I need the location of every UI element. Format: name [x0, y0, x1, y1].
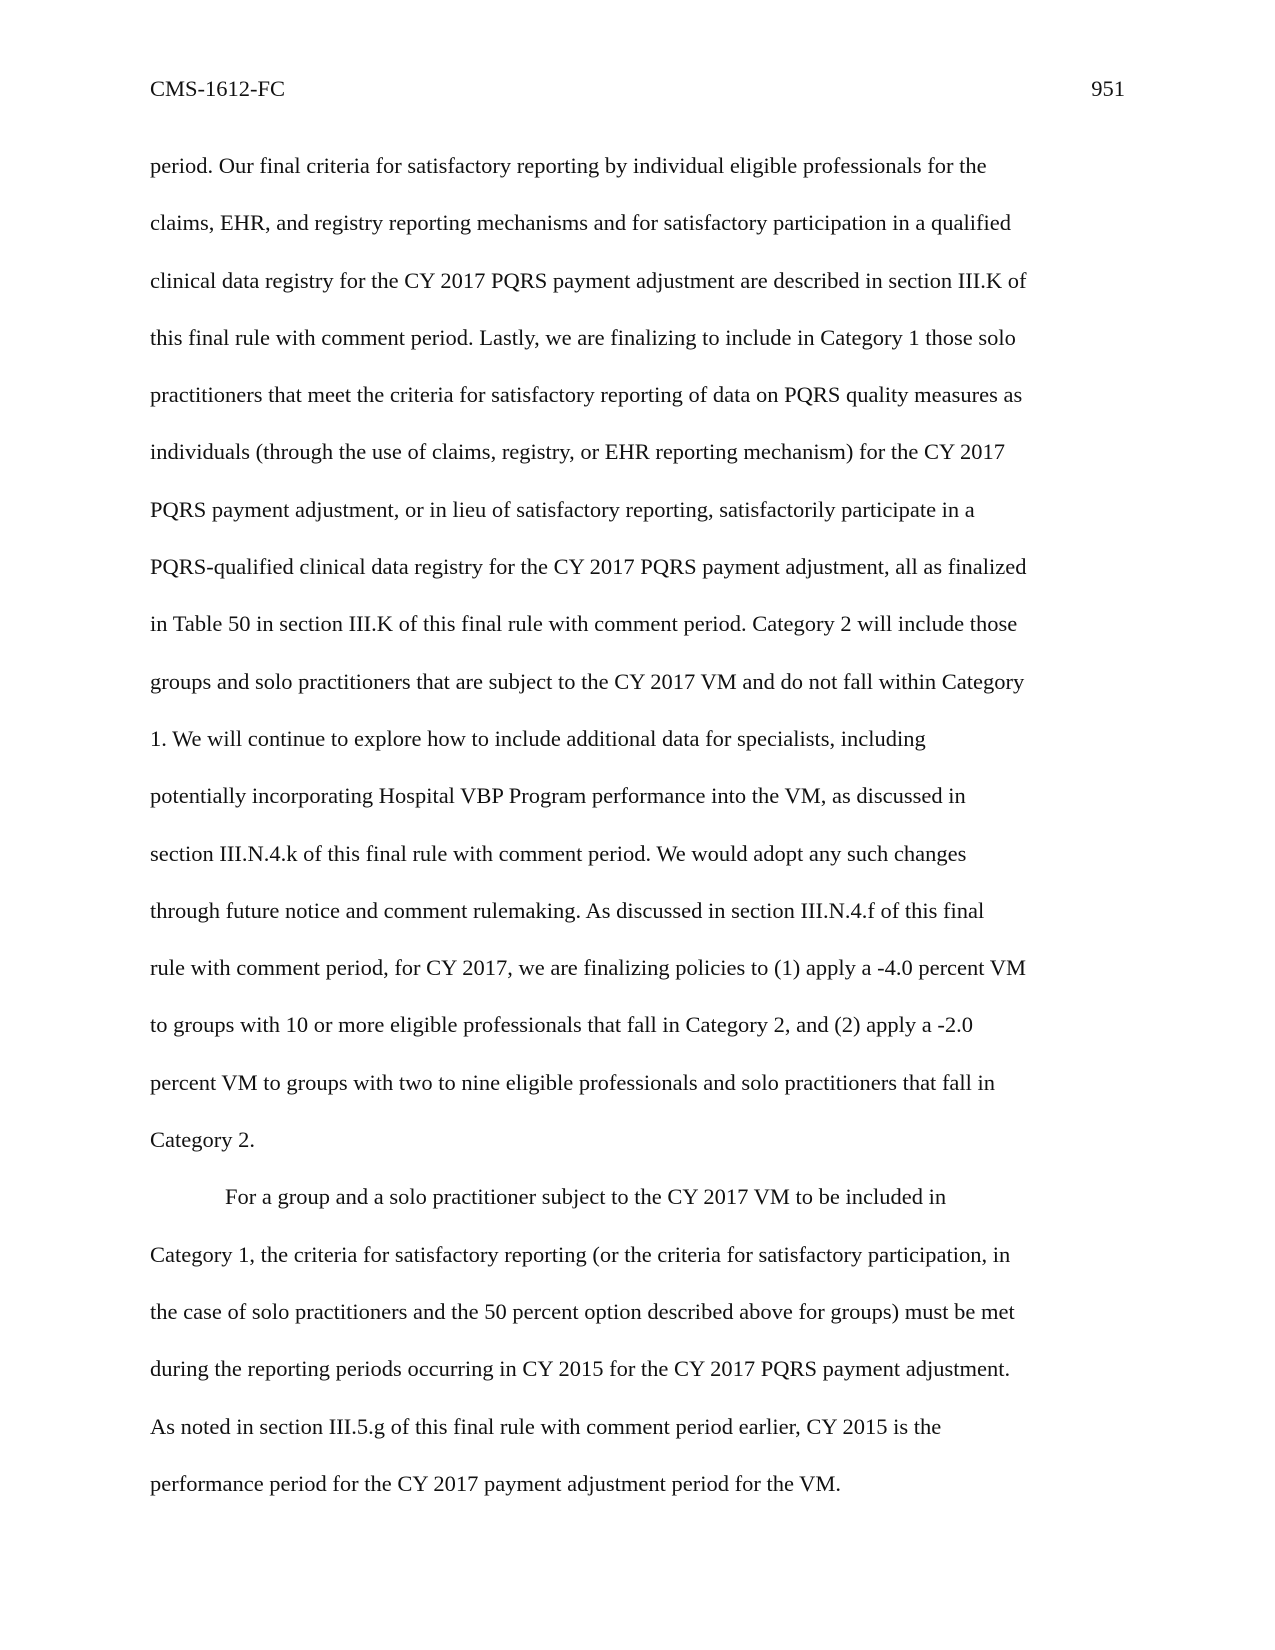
- text-line: this final rule with comment period. Lastly, we are finalizing to include in Category 1 those solo: [150, 324, 1016, 350]
- text-line: 1. We will continue to explore how to include additional data for specialists, including: [150, 725, 926, 751]
- text-line: claims, EHR, and registry reporting mechanisms and for satisfactory participation in a qualified: [150, 210, 1011, 236]
- text-line: in Table 50 in section III.K of this final rule with comment period. Category 2 will include those: [150, 611, 1018, 637]
- page-number: 951: [1091, 76, 1125, 101]
- text-line: PQRS payment adjustment, or in lieu of satisfactory reporting, satisfactorily participate in a: [150, 496, 975, 522]
- text-line: Category 2.: [150, 1127, 255, 1153]
- text-line: through future notice and comment rulemaking. As discussed in section III.N.4.f of this final: [150, 897, 985, 923]
- text-line: section III.N.4.k of this final rule with comment period. We would adopt any such changes: [150, 840, 967, 866]
- text-line: groups and solo practitioners that are subject to the CY 2017 VM and do not fall within Category: [150, 668, 1025, 694]
- paragraph-first-line: For a group and a solo practitioner subject to the CY 2017 VM to be included in: [225, 1184, 947, 1210]
- page-header: [150, 72, 1125, 106]
- body-text: [150, 145, 1125, 1520]
- text-line: PQRS-qualified clinical data registry for the CY 2017 PQRS payment adjustment, all as finalized: [150, 554, 1027, 580]
- text-line: Category 1, the criteria for satisfactory reporting (or the criteria for satisfactory participation, in: [150, 1241, 1011, 1267]
- text-line: potentially incorporating Hospital VBP Program performance into the VM, as discussed in: [150, 783, 966, 809]
- text-line: during the reporting periods occurring in CY 2015 for the CY 2017 PQRS payment adjustment.: [150, 1356, 1011, 1382]
- text-line: practitioners that meet the criteria for satisfactory reporting of data on PQRS quality measures as: [150, 382, 1023, 408]
- text-line: individuals (through the use of claims, registry, or EHR reporting mechanism) for the CY 2017: [150, 439, 1006, 465]
- text-line: period. Our final criteria for satisfactory reporting by individual eligible professionals for the: [150, 153, 987, 178]
- text-line: the case of solo practitioners and the 50 percent option described above for groups) must be met: [150, 1298, 1015, 1324]
- text-line: clinical data registry for the CY 2017 PQRS payment adjustment are described in section III.K of: [150, 267, 1027, 293]
- text-line: rule with comment period, for CY 2017, we are finalizing policies to (1) apply a -4.0 percent VM: [150, 955, 1027, 981]
- text-line: to groups with 10 or more eligible professionals that fall in Category 2, and (2) apply a -2.0: [150, 1012, 973, 1038]
- text-line: As noted in section III.5.g of this final rule with comment period earlier, CY 2015 is the: [150, 1413, 942, 1439]
- text-line: percent VM to groups with two to nine eligible professionals and solo practitioners that fall in: [150, 1069, 996, 1095]
- text-line: performance period for the CY 2017 payment adjustment period for the VM.: [150, 1470, 842, 1496]
- document-id: CMS-1612-FC: [150, 76, 286, 101]
